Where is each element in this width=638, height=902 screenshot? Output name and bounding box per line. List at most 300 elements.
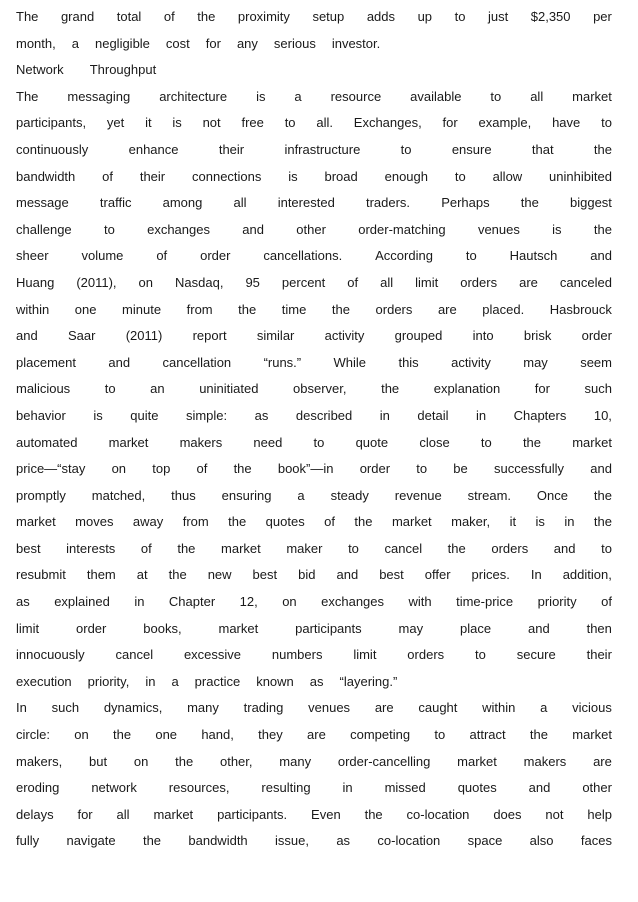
word: “runs.” [263,354,302,370]
word: uninitiated [199,381,259,397]
word: may [398,620,424,636]
word: The [16,9,39,24]
word: successfully [493,461,565,477]
word: cancel [115,647,154,663]
word: in [342,780,353,796]
word: Chapter [168,594,216,610]
word: this [398,354,419,370]
text-line [16,562,612,589]
word: Network [16,62,64,78]
word: books, [143,620,182,636]
word: all [116,806,130,822]
word: other, [219,753,253,769]
word: all. [316,115,333,131]
word: market [153,806,194,822]
word: all [233,195,247,211]
word: a [540,700,548,716]
word: According [375,248,433,264]
word: known [256,673,294,689]
word: enhance [128,141,179,157]
word: market [457,753,497,769]
word: any [236,35,258,51]
word: and [527,620,550,636]
word: in [145,673,156,689]
word: the [529,727,548,743]
word: for [442,115,458,131]
word: percent [281,274,326,290]
word: missed [384,780,426,796]
word: time-price [456,594,514,610]
word: messaging [67,88,131,104]
word: explanation [433,381,501,397]
word: quotes [265,514,305,530]
word: book”—in [277,461,334,477]
text-line [16,616,612,643]
word: are [519,274,538,290]
word: “layering.” [339,673,398,689]
word: on [74,727,89,743]
word: to [601,115,612,131]
word: at [136,567,148,583]
word: is [552,221,562,237]
word: cancel [384,540,423,556]
word: to [284,115,296,131]
word: architecture [159,88,228,104]
word: proximity [237,9,290,24]
word: brisk [523,328,552,344]
word: cancellations. [263,248,343,264]
word: orders [375,301,413,317]
word: the [447,540,466,556]
word: month, [16,35,56,51]
word: malicious [16,381,71,397]
text-line [16,589,612,616]
word: limit [415,274,439,290]
text-line [16,509,612,536]
word: the [168,567,187,583]
word: on [111,461,127,477]
text-line [16,297,612,324]
text-line [16,323,612,350]
word: best [16,540,41,556]
word: enough [384,168,428,184]
word: up [417,9,433,24]
word: the [331,301,350,317]
word: network [91,780,137,796]
word: may [523,354,548,370]
word: not [545,806,564,822]
word: venues [308,700,351,716]
word: to [103,221,115,237]
word: seem [580,354,612,370]
word: as [254,407,269,423]
word: the [522,434,542,450]
word: setup [312,9,345,24]
word: practice [194,673,241,689]
word: time [281,301,307,317]
paragraph-2 [16,84,612,696]
word: makers [523,753,567,769]
word: is [288,168,298,184]
word: to [454,168,466,184]
word: order [200,248,231,264]
word: them [86,567,116,583]
text-line [16,270,612,297]
word: detail [417,407,449,423]
word: maker, [451,514,491,530]
word: orders [491,540,529,556]
word: promptly [16,487,66,503]
word: execution [16,673,72,689]
word: traffic [99,195,132,211]
word: uninhibited [549,168,612,184]
word: and [336,567,359,583]
word: from [186,301,213,317]
word: their [586,647,612,663]
word: interested [277,195,335,211]
word: in [564,514,575,530]
word: for [205,35,221,51]
word: venues [477,221,520,237]
word: Hautsch [509,248,558,264]
paragraph-1 [16,4,612,57]
word: and [553,540,576,556]
word: similar [256,328,295,344]
word: broad [324,168,358,184]
word: on [138,274,154,290]
word: of [324,514,335,530]
text-line [16,164,612,191]
word: in [134,594,145,610]
word: the [364,806,383,822]
word: minute [122,301,162,317]
word: the [593,141,612,157]
word: participants, [16,115,87,131]
word: market [108,434,149,450]
word: of [102,168,113,184]
word: the [593,221,612,237]
word: are [374,700,394,716]
word: limit [16,620,40,636]
word: $2,350 [530,9,571,24]
word: 10, [593,407,612,423]
text-line [16,137,612,164]
word: innocuously [16,647,85,663]
word: it [509,514,517,530]
word: a [297,487,305,503]
word: placement [16,354,76,370]
word: total [116,9,142,24]
word: ensuring [221,487,272,503]
word: top [152,461,171,477]
word: to [313,434,325,450]
word: a [294,88,302,104]
word: space [467,833,503,849]
word: and [590,461,612,477]
text-line [16,669,612,696]
word: their [218,141,245,157]
text-line [16,217,612,244]
word: caught [418,700,458,716]
word: market [572,88,612,104]
word: is [93,407,103,423]
word: delays [16,806,54,822]
section-heading [16,57,612,84]
text-line [16,695,612,722]
word: Perhaps [441,195,490,211]
word: offer [424,567,451,583]
word: help [587,806,612,822]
word: report [192,328,227,344]
word: participants. [217,806,288,822]
text-line [16,350,612,377]
word: price—“stay [16,461,86,477]
word: interests [66,540,116,556]
word: yet [106,115,125,131]
word: (2011), [76,274,117,290]
word: steady [330,487,369,503]
text-line [16,243,612,270]
word: within [16,301,50,317]
word: message [16,195,69,211]
word: connections [192,168,262,184]
text-line [16,430,612,457]
word: quote [355,434,389,450]
word: priority [537,594,577,610]
word: to [480,434,492,450]
text-line [16,802,612,829]
word: have [552,115,581,131]
word: In [530,567,542,583]
word: for [77,806,93,822]
word: in [379,407,390,423]
word: trading [243,700,284,716]
word: all [380,274,394,290]
word: from [182,514,209,530]
word: matched, [91,487,146,503]
word: In [16,700,27,716]
word: navigate [66,833,116,849]
word: with [408,594,432,610]
text-line [16,4,612,31]
word: bandwidth [188,833,248,849]
word: of [163,9,175,24]
word: is [172,115,182,131]
word: away [132,514,164,530]
word: participants [295,620,362,636]
word: co-location [377,833,441,849]
word: negligible [94,35,150,51]
word: other [582,780,612,796]
word: resource [330,88,382,104]
word: allow [492,168,523,184]
word: attract [469,727,506,743]
word: cost [165,35,190,51]
word: available [410,88,462,104]
word: to [348,540,359,556]
word: close [419,434,450,450]
word: Huang [16,274,55,290]
word: vicious [572,700,612,716]
word: of [140,540,152,556]
word: cancellation [162,354,232,370]
word: thus [171,487,196,503]
word: and [16,328,38,344]
word: the [197,9,216,24]
word: new [207,567,232,583]
word: makers, [16,753,63,769]
word: the [593,487,612,503]
text-line [16,110,612,137]
text-line [16,456,612,483]
word: adds [366,9,396,24]
word: co-location [406,806,470,822]
word: the [233,461,252,477]
word: a [171,673,179,689]
text-line [16,775,612,802]
word: circle: [16,727,50,743]
word: exchanges [147,221,210,237]
word: (2011) [125,328,163,344]
word: best [252,567,278,583]
word: investor. [331,35,381,51]
word: and [108,354,131,370]
text-line [16,642,612,669]
word: the [112,727,132,743]
word: on [282,594,297,610]
word: on [133,753,149,769]
word: ensure [451,141,492,157]
word: in [475,407,487,423]
word: free [241,115,264,131]
word: resulting [261,780,311,796]
word: challenge [16,221,72,237]
word: While [333,354,367,370]
word: then [586,620,612,636]
word: activity [324,328,365,344]
word: to [490,88,502,104]
word: to [465,248,477,264]
word: are [593,753,612,769]
word: competing [350,727,411,743]
word: one [74,301,97,317]
word: to [454,9,466,24]
word: faces [580,833,612,849]
text-line [16,483,612,510]
word: the [177,540,196,556]
word: placed. [482,301,525,317]
word: infrastructure [284,141,361,157]
word: and [528,780,551,796]
word: moves [75,514,114,530]
word: market [218,620,259,636]
word: simple: [185,407,228,423]
word: continuously [16,141,89,157]
word: market [221,540,261,556]
word: the [381,381,400,397]
word: of [601,594,612,610]
word: quotes [457,780,497,796]
word: activity [451,354,491,370]
word: stream. [467,487,512,503]
word: Saar [67,328,96,344]
word: many [187,700,219,716]
word: Throughput [89,62,157,78]
word: that [531,141,554,157]
word: is [256,88,266,104]
word: of [196,461,208,477]
word: are [307,727,326,743]
word: issue, [275,833,309,849]
word: the [142,833,162,849]
word: the [238,301,257,317]
word: of [156,248,168,264]
word: The [16,88,39,104]
word: as [309,673,324,689]
word: orders [407,647,445,663]
text-line [16,190,612,217]
word: and [242,221,264,237]
word: priority, [87,673,130,689]
word: they [258,727,283,743]
word: numbers [271,647,323,663]
word: volume [81,248,124,264]
word: explained [54,594,110,610]
word: to [400,141,412,157]
word: prices. [471,567,510,583]
paragraph-3 [16,695,612,855]
word: observer, [293,381,347,397]
word: Exchanges, [353,115,422,131]
word: within [482,700,516,716]
word: a [71,35,79,51]
word: to [104,381,116,397]
word: exchanges [321,594,385,610]
word: Once [536,487,568,503]
word: many [279,753,312,769]
text-line [16,722,612,749]
word: automated [16,434,78,450]
word: not [202,115,221,131]
word: orders [460,274,498,290]
word: serious [273,35,316,51]
word: place [460,620,492,636]
word: 95 [245,274,260,290]
word: resources, [168,780,230,796]
word: and [590,248,612,264]
word: to [434,727,446,743]
word: biggest [570,195,612,211]
word: the [175,753,194,769]
word: order [359,461,391,477]
word: also [529,833,554,849]
text-line [16,749,612,776]
word: does [493,806,522,822]
word: dynamics, [103,700,163,716]
word: an [150,381,165,397]
word: it [145,115,152,131]
word: 12, [239,594,258,610]
word: is [535,514,545,530]
word: order-matching [358,221,446,237]
word: one [155,727,178,743]
word: described [295,407,353,423]
word: for [534,381,550,397]
word: traders. [365,195,411,211]
text-line [16,31,612,58]
word: makers [179,434,223,450]
word: the [593,514,612,530]
